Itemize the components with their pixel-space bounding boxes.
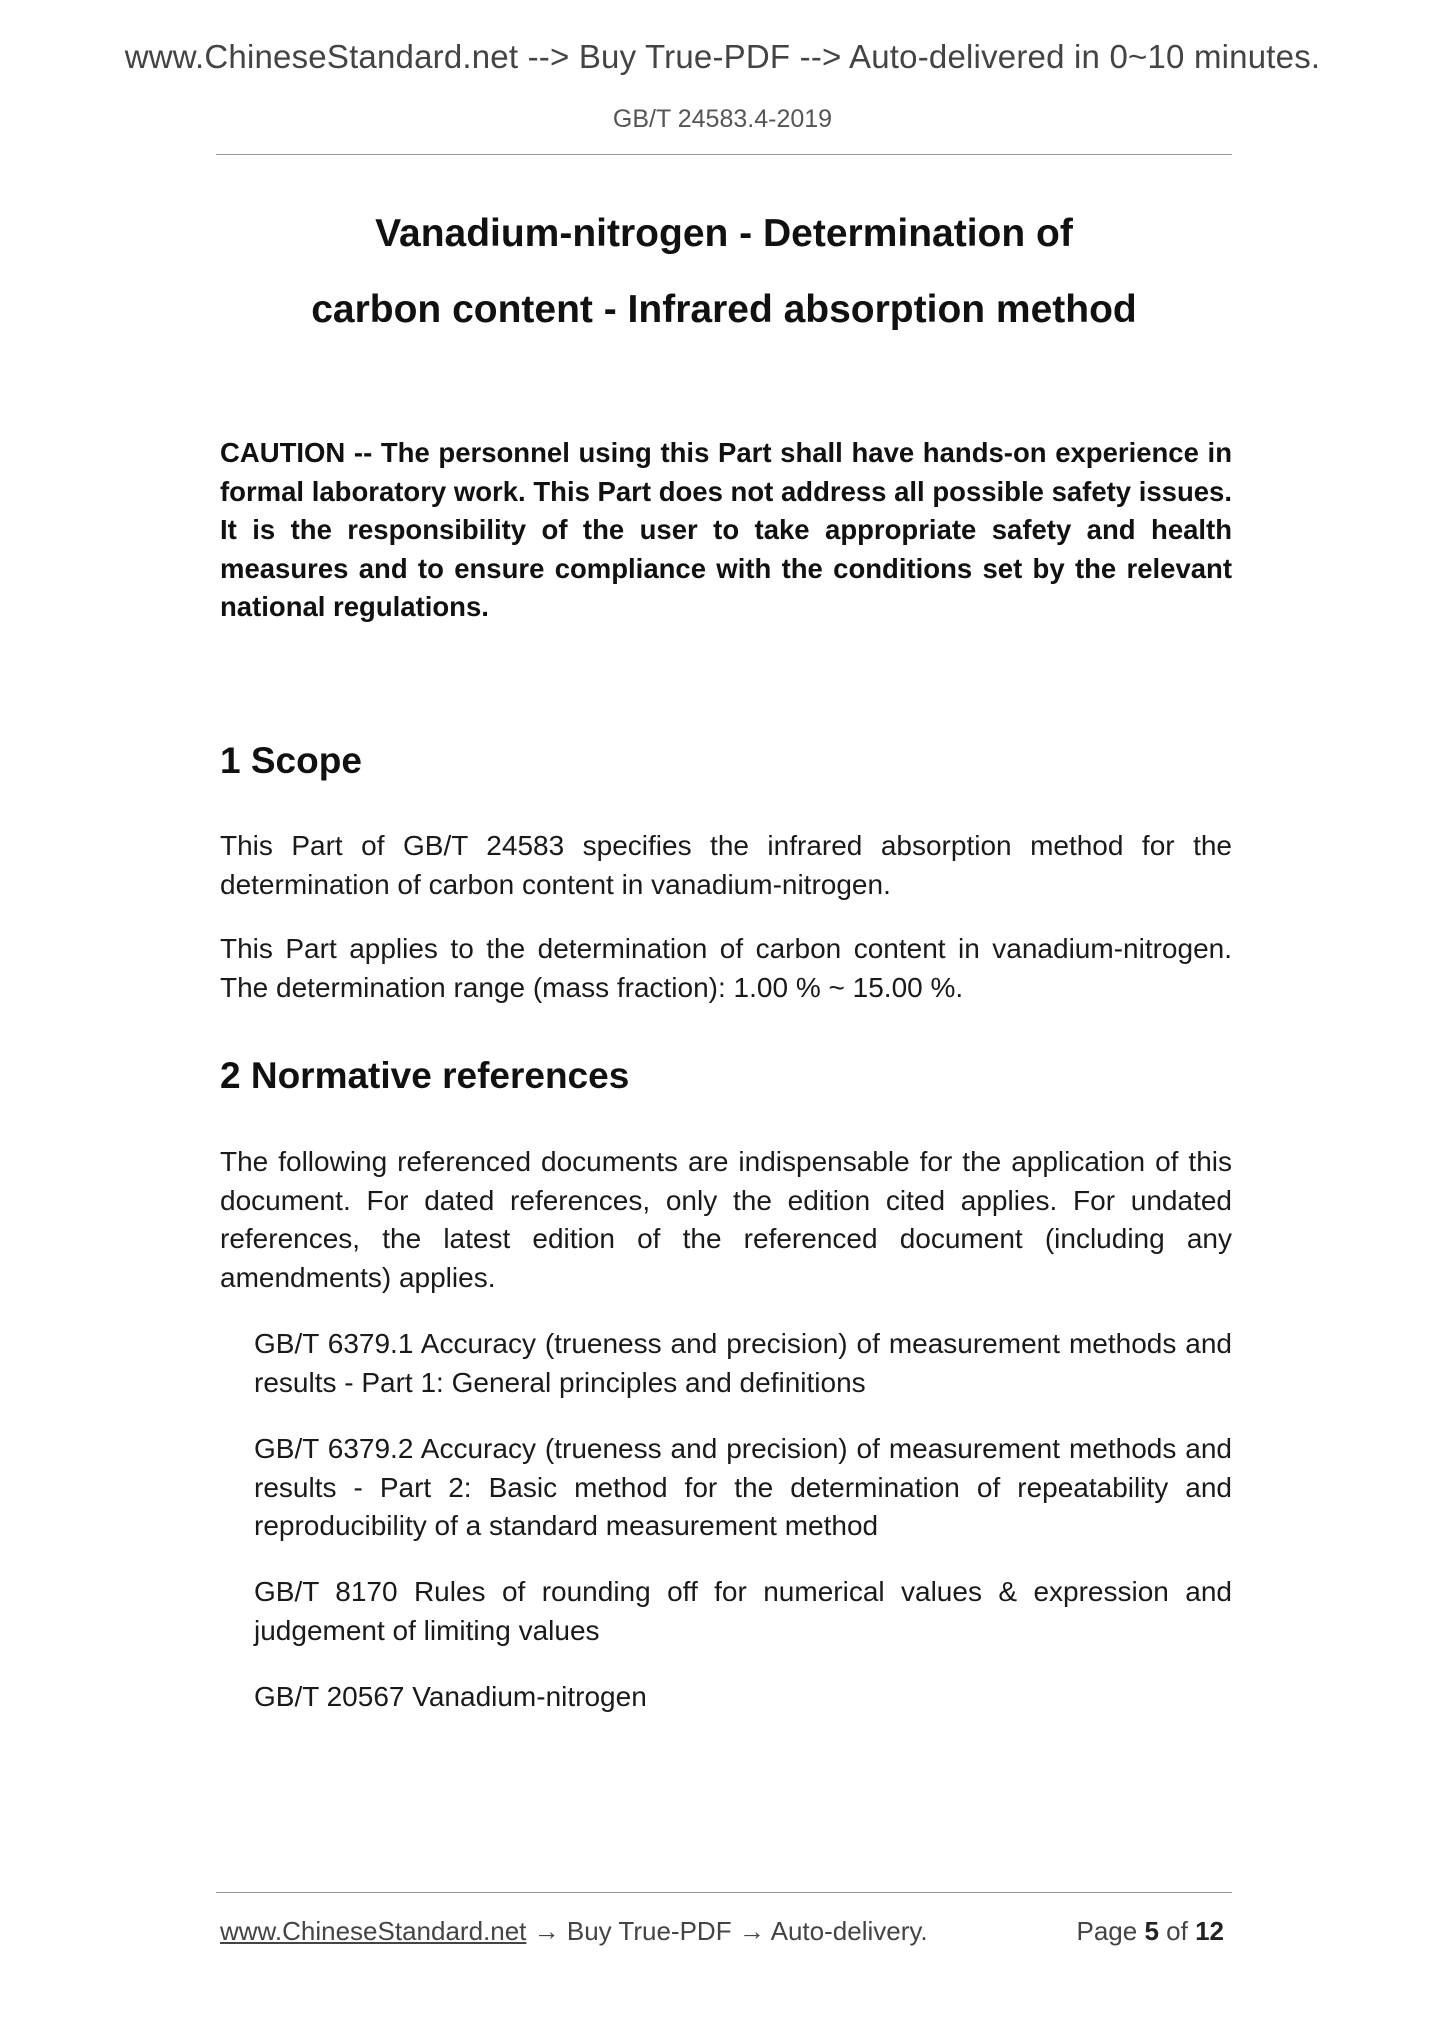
section-heading-normative-references: 2 Normative references — [220, 1055, 630, 1096]
page-number: 5 — [1144, 1916, 1159, 1946]
page-total: 12 — [1195, 1916, 1224, 1946]
title-line-1: Vanadium-nitrogen - Determination of — [375, 212, 1073, 255]
normative-intro: The following referenced documents are indispensable for the application of this document. For dated references, only the edition cited applies. For undated references, the latest edition of the referenced document (including any amendments) applies. — [220, 1146, 1232, 1293]
reference-item: GB/T 6379.2 Accuracy (trueness and precision) of measurement methods and results - Part 2: Basic method for the determination of repeatability and reproducibility of a standard measurement method — [254, 1433, 1232, 1541]
document-title — [216, 196, 1232, 348]
reference-item: GB/T 6379.1 Accuracy (trueness and precision) of measurement methods and results - Part 1: General principles and definitions — [254, 1328, 1232, 1398]
page-indicator — [1076, 1916, 1224, 1947]
reference-item: GB/T 20567 Vanadium-nitrogen — [254, 1681, 647, 1712]
page-label: Page — [1076, 1916, 1138, 1946]
scope-paragraph-1: This Part of GB/T 24583 specifies the infrared absorption method for the determination of carbon content in vanadium-nitrogen. — [220, 830, 1232, 900]
footer-site-link[interactable]: www.ChineseStandard.net — [220, 1916, 527, 1946]
reference-item: GB/T 8170 Rules of rounding off for numerical values & expression and judgement of limiting values — [254, 1576, 1232, 1646]
of-label: of — [1166, 1916, 1188, 1946]
arrow-icon: → — [533, 1916, 560, 1946]
top-banner: www.ChineseStandard.net --> Buy True-PDF --> Auto-delivered in 0~10 minutes. — [124, 38, 1321, 75]
footer-buy-text: Buy True-PDF — [566, 1916, 732, 1946]
arrow-icon: → — [738, 1916, 765, 1946]
header-divider — [216, 154, 1232, 155]
scope-paragraph-2: This Part applies to the determination of carbon content in vanadium-nitrogen. The determination range (mass fraction): 1.00 % ~ 15.00 %. — [220, 933, 1232, 1003]
standard-id: GB/T 24583.4-2019 — [612, 105, 833, 133]
caution-notice: CAUTION -- The personnel using this Part shall have hands-on experience in formal laboratory work. This Part does not address all possible safety issues. It is the responsibility of the user to take appropriate safety and health measures and to ensure compliance with the conditions set by the relevant national regulations. — [220, 437, 1232, 622]
title-line-2: carbon content - Infrared absorption method — [311, 288, 1137, 331]
footer-promo — [220, 1916, 928, 1947]
section-heading-scope: 1 Scope — [220, 740, 362, 781]
footer-divider — [216, 1892, 1232, 1893]
footer-auto-text: Auto-delivery. — [770, 1916, 928, 1946]
